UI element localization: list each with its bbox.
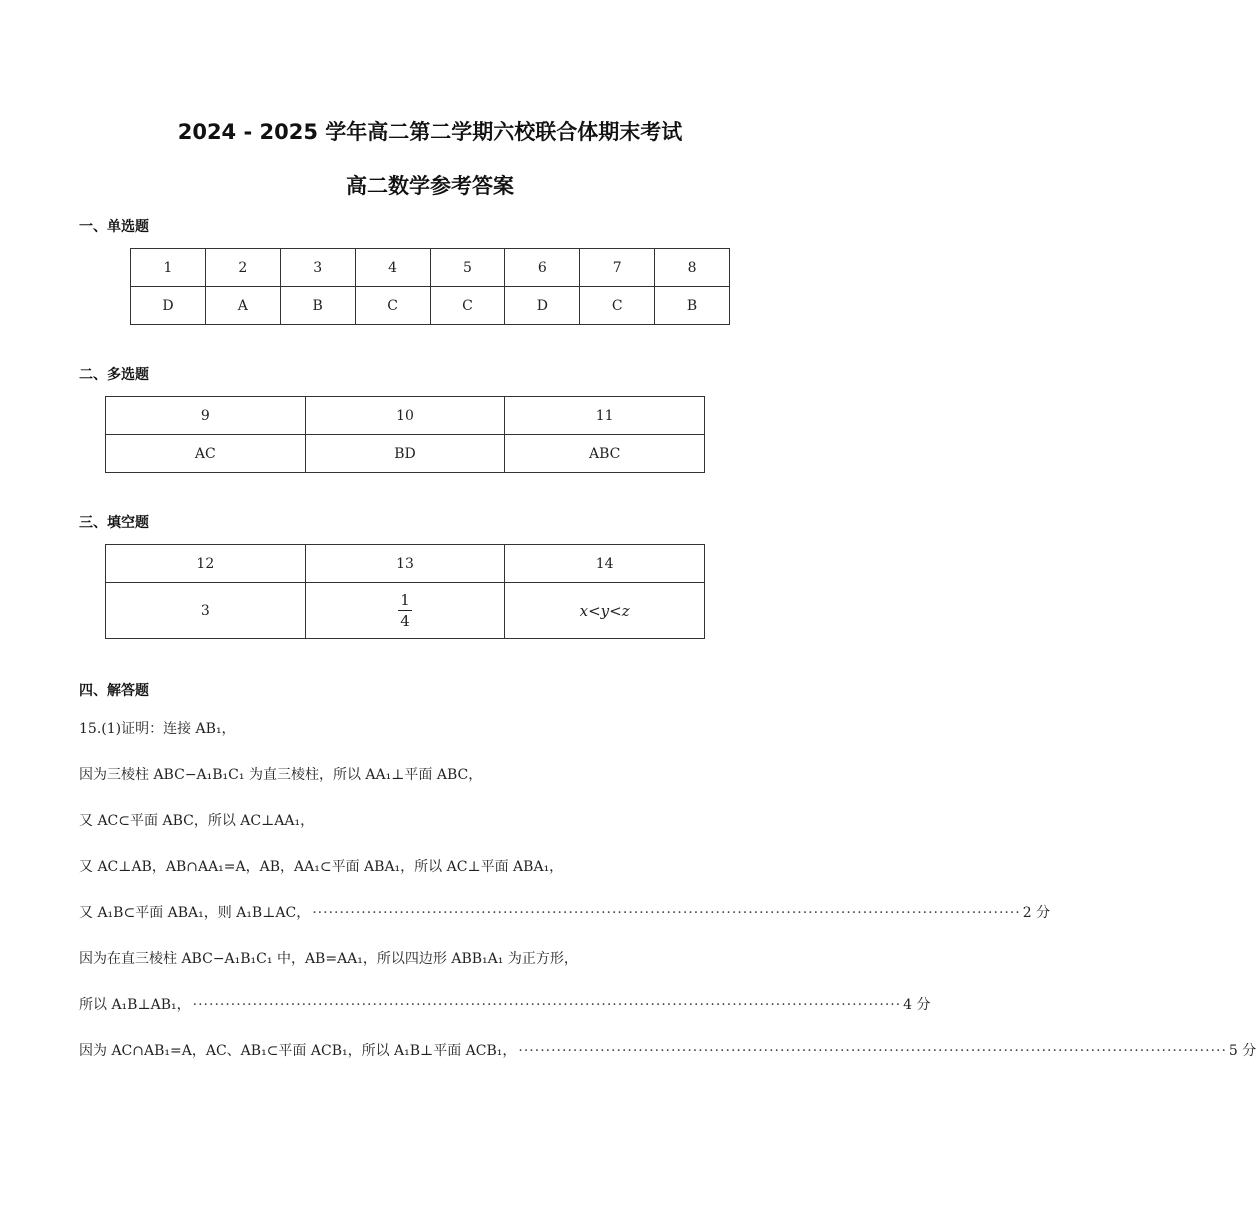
solution-line: 因为三棱柱 ABC−A₁B₁C₁ 为直三棱柱，所以 AA₁⊥平面 ABC， bbox=[79, 767, 483, 783]
dot-leader: ·································································································································· bbox=[192, 997, 902, 1013]
solution-text: 又 A₁B⊂平面 ABA₁，则 A₁B⊥AC， bbox=[79, 905, 311, 921]
solution-line-scored bbox=[79, 996, 931, 1014]
dot-leader: ·································································································································· bbox=[518, 1043, 1227, 1059]
answer-cell: D bbox=[505, 287, 580, 325]
question-number: 4 bbox=[355, 249, 430, 287]
question-number: 14 bbox=[505, 545, 705, 583]
solution-line-scored bbox=[79, 1042, 1256, 1060]
page-subtitle: 高二数学参考答案 bbox=[346, 174, 514, 198]
question-number: 3 bbox=[280, 249, 355, 287]
answer-cell: C bbox=[430, 287, 505, 325]
answer-cell bbox=[505, 583, 705, 639]
question-number: 2 bbox=[205, 249, 280, 287]
solution-line: 又 AC⊥AB，AB∩AA₁=A，AB，AA₁⊂平面 ABA₁，所以 AC⊥平面 ABA₁， bbox=[79, 859, 564, 875]
answer-cell: B bbox=[655, 287, 730, 325]
answer-cell: BD bbox=[305, 435, 505, 473]
answer-cell-fraction bbox=[305, 583, 505, 639]
inequality-answer: x<y<z bbox=[579, 601, 630, 620]
question-number: 11 bbox=[505, 397, 705, 435]
question-number: 5 bbox=[430, 249, 505, 287]
answer-cell: B bbox=[280, 287, 355, 325]
single-choice-answer-table bbox=[130, 248, 730, 325]
section-heading-solutions: 四、解答题 bbox=[79, 683, 149, 699]
page-title: 2024 - 2025 学年高二第二学期六校联合体期末考试 bbox=[177, 120, 683, 144]
question-number: 13 bbox=[305, 545, 505, 583]
fraction-denominator: 4 bbox=[400, 611, 410, 630]
solution-line: 因为在直三棱柱 ABC−A₁B₁C₁ 中，AB=AA₁，所以四边形 ABB₁A₁ 为正方形， bbox=[79, 951, 578, 967]
question-number: 1 bbox=[131, 249, 206, 287]
multi-choice-answer-table bbox=[105, 396, 705, 473]
solution-text: 因为 AC∩AB₁=A，AC、AB₁⊂平面 ACB₁，所以 A₁B⊥平面 ACB₁， bbox=[79, 1043, 517, 1059]
answer-cell: D bbox=[131, 287, 206, 325]
fill-blank-answer-table bbox=[105, 544, 705, 639]
question-number: 7 bbox=[580, 249, 655, 287]
fraction bbox=[398, 590, 412, 630]
question-number: 10 bbox=[305, 397, 505, 435]
question-number: 6 bbox=[505, 249, 580, 287]
score-label: 4 分 bbox=[903, 997, 931, 1013]
solution-text: 所以 A₁B⊥AB₁， bbox=[79, 997, 191, 1013]
section-heading-multi-choice: 二、多选题 bbox=[79, 367, 149, 383]
answer-cell: C bbox=[355, 287, 430, 325]
dot-leader: ·································································································································· bbox=[312, 905, 1021, 921]
fraction-numerator: 1 bbox=[400, 590, 410, 609]
answer-cell: C bbox=[580, 287, 655, 325]
answer-cell: ABC bbox=[505, 435, 705, 473]
question-number: 9 bbox=[106, 397, 306, 435]
solution-line: 15.(1)证明：连接 AB₁， bbox=[79, 721, 236, 737]
answer-cell: 3 bbox=[106, 583, 306, 639]
question-number: 8 bbox=[655, 249, 730, 287]
answer-cell: AC bbox=[106, 435, 306, 473]
question-number: 12 bbox=[106, 545, 306, 583]
score-label: 2 分 bbox=[1022, 905, 1051, 921]
section-heading-single-choice: 一、单选题 bbox=[79, 219, 149, 235]
score-label: 5 分 bbox=[1228, 1043, 1256, 1059]
answer-cell: A bbox=[205, 287, 280, 325]
solution-line-scored bbox=[79, 904, 1051, 922]
section-heading-fill-blank: 三、填空题 bbox=[79, 515, 149, 531]
solution-line: 又 AC⊂平面 ABC，所以 AC⊥AA₁， bbox=[79, 813, 315, 829]
